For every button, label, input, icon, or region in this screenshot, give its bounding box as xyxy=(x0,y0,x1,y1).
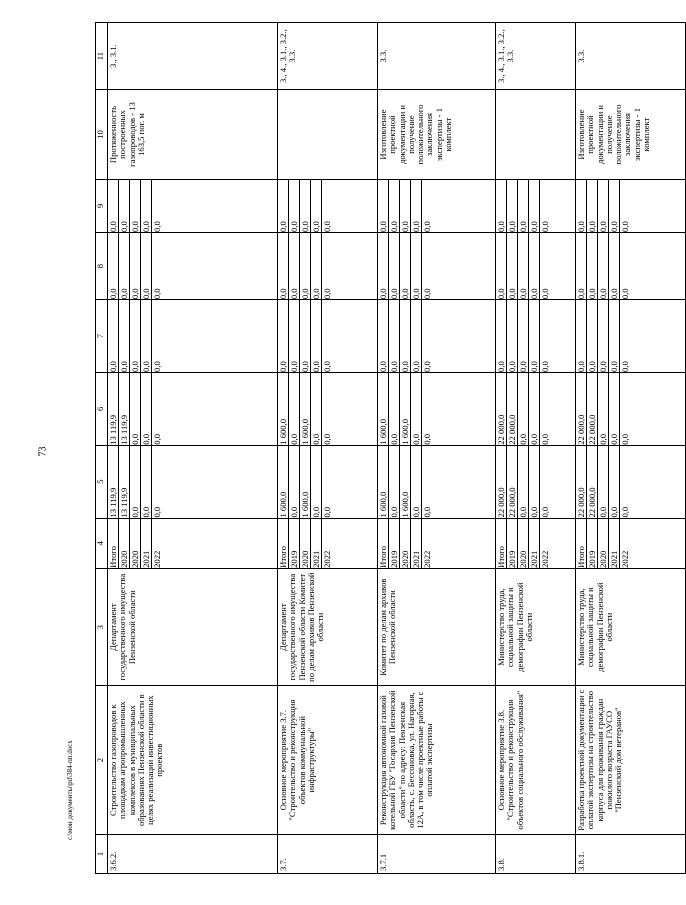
result-indicator: Изготовление проектной документации и получение положительного заключения экспертизы - 1 комплект xyxy=(576,90,686,180)
column-number-3: 3 xyxy=(96,568,108,686)
total-cell-value: 1 600,0 xyxy=(300,446,311,518)
col9-cell-value: 0,0 xyxy=(587,180,598,232)
col8-cell-value: 0,0 xyxy=(152,288,162,300)
col7-cell-value: 0,0 xyxy=(141,300,152,372)
total-cell-value: 0,0 xyxy=(311,446,322,518)
total-cell-value: 0,0 xyxy=(411,446,422,518)
column-number-9: 9 xyxy=(96,179,108,232)
col7-cell-value: 0,0 xyxy=(609,300,620,372)
col9-cell-value: 0,0 xyxy=(311,180,322,232)
total-cell-value: 13 119,9 xyxy=(108,446,119,518)
col6-cell-value: 13 119,9 xyxy=(108,373,119,445)
col7-cell-value: 0,0 xyxy=(389,300,400,372)
total-cell xyxy=(108,445,278,518)
col8-cell-value: 0,0 xyxy=(411,233,422,299)
total-cell-value: 1 600,0 xyxy=(378,446,389,518)
column-number-6: 6 xyxy=(96,372,108,445)
column-number-8: 8 xyxy=(96,233,108,300)
result-indicator: Протяженность построенных газопроводов - 13 163,5 пог. м xyxy=(108,90,278,180)
col9-cell-value: 0,0 xyxy=(378,180,389,232)
col7-cell-value: 0,0 xyxy=(108,300,119,372)
col8-cell xyxy=(378,233,496,300)
executor: Комитет по делам архивов Пензенской области xyxy=(378,568,496,686)
col9-cell-value: 0,0 xyxy=(300,180,311,232)
col6-cell-value: 1 600,0 xyxy=(300,373,311,445)
years-cell xyxy=(576,518,686,568)
col7-cell-value: 0,0 xyxy=(311,300,322,372)
years-cell-value: 2020 xyxy=(400,519,411,568)
col7-cell-value: 0,0 xyxy=(130,300,141,372)
col6-cell-value: 0,0 xyxy=(389,373,400,445)
col7-cell-value: 0,0 xyxy=(300,300,311,372)
row-id: 3.8.1. xyxy=(576,834,686,873)
col8-cell-value: 0,0 xyxy=(400,233,411,299)
years-cell-value: 2021 xyxy=(411,519,422,568)
total-cell-value: 0,0 xyxy=(540,506,550,518)
total-cell-value: 0,0 xyxy=(389,446,400,518)
col8-cell-value: 0,0 xyxy=(141,233,152,299)
years-cell-value: 2021 xyxy=(141,519,152,568)
col9-cell-value: 0,0 xyxy=(322,221,332,232)
years-cell-value: 2022 xyxy=(152,550,162,568)
row-id: 3.7. xyxy=(278,834,378,873)
col6-cell-value: 1 600,0 xyxy=(278,373,289,445)
col9-cell-value: 0,0 xyxy=(540,221,550,232)
col7-cell-value: 0,0 xyxy=(540,361,550,372)
column-number-11: 11 xyxy=(96,23,108,90)
result-indicator: Изготовление проектной документации и получение положительного заключения экспертизы - 1 комплект xyxy=(378,90,496,180)
col6-cell-value: 0,0 xyxy=(529,373,540,445)
col8-cell-value: 0,0 xyxy=(576,233,587,299)
table-row xyxy=(108,23,278,874)
col6-cell-value: 1 600,0 xyxy=(378,373,389,445)
col6-cell-value: 22 000,0 xyxy=(496,373,507,445)
total-cell-value: 0,0 xyxy=(289,446,300,518)
total-cell-value: 0,0 xyxy=(598,446,609,518)
col6-cell-value: 0,0 xyxy=(411,373,422,445)
col7-cell-value: 0,0 xyxy=(529,300,540,372)
total-cell-value: 0,0 xyxy=(322,506,332,518)
col9-cell-value: 0,0 xyxy=(400,180,411,232)
col9-cell-value: 0,0 xyxy=(278,180,289,232)
table-row xyxy=(576,23,686,874)
executor: Департамент государственного имущества Пензенской области Комитет по делам архивов Пензенской области xyxy=(278,568,378,686)
col7-cell xyxy=(496,300,576,373)
column-number-row xyxy=(96,23,108,874)
total-cell-value: 0,0 xyxy=(620,506,630,518)
col9-cell xyxy=(108,179,278,232)
col8-cell-value: 0,0 xyxy=(609,233,620,299)
col8-cell xyxy=(108,233,278,300)
total-cell-value: 1 600,0 xyxy=(400,446,411,518)
col7-cell xyxy=(378,300,496,373)
years-cell xyxy=(108,518,278,568)
col7-cell xyxy=(576,300,686,373)
col8-cell-value: 0,0 xyxy=(422,288,432,300)
activity-name: Строительство газопроводов к площадкам агропромышленных комплексов в муниципальных образованиях Пензенской области в целях реализации инвестиционных проектов xyxy=(108,686,278,834)
col8-cell-value: 0,0 xyxy=(119,233,130,299)
total-cell-value: 0,0 xyxy=(518,446,529,518)
years-cell-value: Итого xyxy=(108,519,119,568)
years-cell-value: 2020 xyxy=(598,519,609,568)
years-cell xyxy=(378,518,496,568)
column-number-10: 10 xyxy=(96,90,108,180)
footer-file-path: c:\мои документы\рd\384-пп.docx xyxy=(66,740,74,840)
col9-cell-value: 0,0 xyxy=(130,180,141,232)
total-cell-value: 0,0 xyxy=(152,506,162,518)
col6-cell-value: 0,0 xyxy=(518,373,529,445)
col7-cell-value: 0,0 xyxy=(119,300,130,372)
activity-name: Основное мероприятие 3.7. "Строительство и реконструкция объектов коммунальной инфраструктуры" xyxy=(278,686,378,834)
col9-cell xyxy=(496,179,576,232)
result-indicator xyxy=(278,90,378,180)
program-activities-table xyxy=(95,22,686,874)
total-cell xyxy=(576,445,686,518)
col6-cell xyxy=(108,372,278,445)
col9-cell-value: 0,0 xyxy=(389,180,400,232)
col8-cell-value: 0,0 xyxy=(300,233,311,299)
col6-cell xyxy=(496,372,576,445)
col8-cell-value: 0,0 xyxy=(518,233,529,299)
col9-cell-value: 0,0 xyxy=(108,180,119,232)
col7-cell-value: 0,0 xyxy=(507,300,518,372)
col7-cell-value: 0,0 xyxy=(587,300,598,372)
col7-cell-value: 0,0 xyxy=(598,300,609,372)
col9-cell xyxy=(576,179,686,232)
result-indicator xyxy=(496,90,576,180)
column-number-5: 5 xyxy=(96,445,108,518)
row-id: 3.7.1 xyxy=(378,834,496,873)
col6-cell-value: 0,0 xyxy=(422,433,432,445)
indicator-code: 3., 4., 3.1., 3.2., 3.3. xyxy=(278,23,378,90)
col8-cell xyxy=(278,233,378,300)
total-cell-value: 13 119,9 xyxy=(119,446,130,518)
col9-cell-value: 0,0 xyxy=(598,180,609,232)
indicator-code: 3.3. xyxy=(576,23,686,90)
years-cell-value: 2019 xyxy=(389,519,400,568)
years-cell-value: 2020 xyxy=(119,519,130,568)
col8-cell-value: 0,0 xyxy=(540,288,550,300)
col9-cell-value: 0,0 xyxy=(119,180,130,232)
total-cell-value: 22 000,0 xyxy=(507,446,518,518)
years-cell-value: 2021 xyxy=(311,519,322,568)
years-cell-value: Итого xyxy=(496,519,507,568)
col7-cell-value: 0,0 xyxy=(322,361,332,372)
col8-cell-value: 0,0 xyxy=(529,233,540,299)
executor: Министерство труда, социальной защиты и демографии Пензенской области xyxy=(496,568,576,686)
col9-cell-value: 0,0 xyxy=(518,180,529,232)
col9-cell-value: 0,0 xyxy=(141,180,152,232)
indicator-code: 3., 4., 3.1., 3.2., 3.3. xyxy=(496,23,576,90)
col7-cell-value: 0,0 xyxy=(496,300,507,372)
total-cell-value: 22 000,0 xyxy=(587,446,598,518)
table-row xyxy=(496,23,576,874)
column-number-1: 1 xyxy=(96,834,108,873)
years-cell-value: 2020 xyxy=(518,519,529,568)
activity-name: Основное мероприятие 3.8. "Строительство и реконструкция объектов социального обслуживания" xyxy=(496,686,576,834)
total-cell-value: 0,0 xyxy=(529,446,540,518)
total-cell xyxy=(378,445,496,518)
executor: Министерство труда, социальной защиты и демографии Пензенской области xyxy=(576,568,686,686)
rotated-table-container xyxy=(95,22,651,874)
col6-cell xyxy=(576,372,686,445)
years-cell-value: Итого xyxy=(378,519,389,568)
column-number-7: 7 xyxy=(96,300,108,373)
indicator-code: 3., 3.1. xyxy=(108,23,278,90)
years-cell-value: 2020 xyxy=(130,519,141,568)
col9-cell-value: 0,0 xyxy=(496,180,507,232)
col8-cell-value: 0,0 xyxy=(620,288,630,300)
col9-cell-value: 0,0 xyxy=(507,180,518,232)
col9-cell-value: 0,0 xyxy=(620,221,630,232)
years-cell-value: 2022 xyxy=(422,550,432,568)
total-cell-value: 1 600,0 xyxy=(278,446,289,518)
col6-cell-value: 0,0 xyxy=(141,373,152,445)
col8-cell-value: 0,0 xyxy=(389,233,400,299)
col9-cell-value: 0,0 xyxy=(529,180,540,232)
col8-cell-value: 0,0 xyxy=(378,233,389,299)
column-number-2: 2 xyxy=(96,686,108,834)
col7-cell xyxy=(278,300,378,373)
col6-cell-value: 0,0 xyxy=(289,373,300,445)
col8-cell-value: 0,0 xyxy=(587,233,598,299)
col9-cell-value: 0,0 xyxy=(289,180,300,232)
col8-cell xyxy=(576,233,686,300)
total-cell-value: 0,0 xyxy=(609,446,620,518)
col8-cell-value: 0,0 xyxy=(108,233,119,299)
col6-cell-value: 0,0 xyxy=(620,433,630,445)
col7-cell-value: 0,0 xyxy=(411,300,422,372)
col7-cell-value: 0,0 xyxy=(152,361,162,372)
col8-cell-value: 0,0 xyxy=(507,233,518,299)
col9-cell-value: 0,0 xyxy=(152,221,162,232)
col9-cell xyxy=(378,179,496,232)
col6-cell-value: 0,0 xyxy=(311,373,322,445)
col6-cell-value: 13 119,9 xyxy=(119,373,130,445)
years-cell xyxy=(278,518,378,568)
col7-cell-value: 0,0 xyxy=(518,300,529,372)
col7-cell-value: 0,0 xyxy=(620,361,630,372)
col7-cell-value: 0,0 xyxy=(576,300,587,372)
col6-cell xyxy=(378,372,496,445)
activity-name: Разработка проектной документации с оплатой экспертизы на строительство корпуса для проживания граждан пожилого возраста ГАУСО "Пензенский дом ветеранов" xyxy=(576,686,686,834)
col7-cell xyxy=(108,300,278,373)
total-cell xyxy=(278,445,378,518)
col6-cell-value: 22 000,0 xyxy=(576,373,587,445)
col8-cell-value: 0,0 xyxy=(496,233,507,299)
col9-cell xyxy=(278,179,378,232)
column-number-4: 4 xyxy=(96,518,108,568)
col6-cell-value: 22 000,0 xyxy=(587,373,598,445)
years-cell-value: 2020 xyxy=(300,519,311,568)
col8-cell-value: 0,0 xyxy=(311,233,322,299)
col6-cell-value: 0,0 xyxy=(609,373,620,445)
col6-cell-value: 1 600,0 xyxy=(400,373,411,445)
years-cell-value: 2022 xyxy=(322,550,332,568)
col8-cell-value: 0,0 xyxy=(289,233,300,299)
total-cell-value: 0,0 xyxy=(422,506,432,518)
col8-cell-value: 0,0 xyxy=(322,288,332,300)
col6-cell-value: 0,0 xyxy=(322,433,332,445)
row-id: 3.6.2. xyxy=(108,834,278,873)
total-cell-value: 0,0 xyxy=(141,446,152,518)
table-row xyxy=(278,23,378,874)
col8-cell-value: 0,0 xyxy=(598,233,609,299)
years-cell-value: 2019 xyxy=(507,519,518,568)
table-body xyxy=(108,23,686,874)
col9-cell-value: 0,0 xyxy=(422,221,432,232)
years-cell-value: Итого xyxy=(576,519,587,568)
col7-cell-value: 0,0 xyxy=(289,300,300,372)
executor: Департамент государственного имущества Пензенской области xyxy=(108,568,278,686)
years-cell-value: 2022 xyxy=(620,550,630,568)
total-cell-value: 0,0 xyxy=(130,446,141,518)
years-cell-value: 2019 xyxy=(289,519,300,568)
col6-cell-value: 0,0 xyxy=(598,373,609,445)
col8-cell-value: 0,0 xyxy=(130,233,141,299)
col6-cell xyxy=(278,372,378,445)
years-cell-value: 2022 xyxy=(540,550,550,568)
total-cell xyxy=(496,445,576,518)
row-id: 3.8. xyxy=(496,834,576,873)
col7-cell-value: 0,0 xyxy=(422,361,432,372)
years-cell-value: Итого xyxy=(278,519,289,568)
col7-cell-value: 0,0 xyxy=(278,300,289,372)
total-cell-value: 22 000,0 xyxy=(496,446,507,518)
indicator-code: 3.3. xyxy=(378,23,496,90)
years-cell-value: 2021 xyxy=(609,519,620,568)
col6-cell-value: 0,0 xyxy=(540,433,550,445)
col7-cell-value: 0,0 xyxy=(378,300,389,372)
col6-cell-value: 0,0 xyxy=(152,433,162,445)
table-row xyxy=(378,23,496,874)
activity-name: Реконструкция автономной газовой котельной ГБУ "Госархив Пензенской области" по адресу: Пензенская область, с. Бессоновка, ул. Нагорная, 12А, в том числе проектные работы с оплатой экспертизы xyxy=(378,686,496,834)
col9-cell-value: 0,0 xyxy=(576,180,587,232)
col6-cell-value: 22 000,0 xyxy=(507,373,518,445)
col8-cell-value: 0,0 xyxy=(278,233,289,299)
col6-cell-value: 0,0 xyxy=(130,373,141,445)
years-cell xyxy=(496,518,576,568)
col9-cell-value: 0,0 xyxy=(411,180,422,232)
col8-cell xyxy=(496,233,576,300)
col9-cell-value: 0,0 xyxy=(609,180,620,232)
col7-cell-value: 0,0 xyxy=(400,300,411,372)
page-number: 73 xyxy=(37,446,49,457)
years-cell-value: 2021 xyxy=(529,519,540,568)
years-cell-value: 2019 xyxy=(587,519,598,568)
total-cell-value: 22 000,0 xyxy=(576,446,587,518)
